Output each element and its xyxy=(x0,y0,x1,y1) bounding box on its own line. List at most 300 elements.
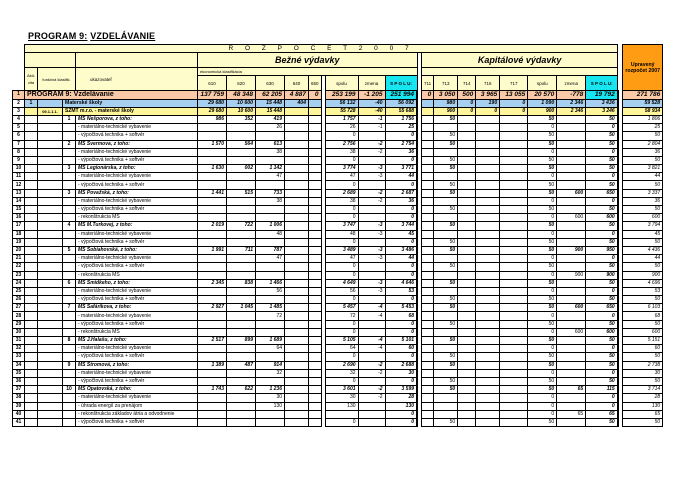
bezne-value: 1 570 xyxy=(198,140,227,148)
aktivita-cell xyxy=(25,304,38,312)
kapitalove-value: 0 xyxy=(422,91,434,99)
table-row xyxy=(13,377,663,385)
row-number: 16 xyxy=(13,214,25,222)
bezne-value: 722 xyxy=(227,222,256,230)
bezne-spolu-total: 36 xyxy=(385,148,417,156)
bezne-spolu-total: 0 xyxy=(385,328,417,336)
bezne-value xyxy=(198,238,227,246)
kapitalove-spolu-total: 50 xyxy=(586,238,618,246)
upraveny-value: 50 xyxy=(623,132,663,140)
kapitalove-zmena: 65 xyxy=(557,410,586,418)
bezne-value xyxy=(309,206,322,214)
bezne-vydavky-header: Bežné výdavky xyxy=(198,53,418,68)
bezne-zmena xyxy=(358,328,385,336)
bezne-spolu-total: 0 xyxy=(385,181,417,189)
kapitalove-value xyxy=(434,312,458,320)
kapitalove-value: 0 xyxy=(528,230,557,238)
kapitalove-zmena xyxy=(557,165,586,173)
kapitalove-value xyxy=(476,165,500,173)
bezne-spolu-total: 251 994 xyxy=(385,91,417,99)
item-number xyxy=(63,402,76,410)
table-row xyxy=(13,255,663,263)
upraveny-value: 4 696 xyxy=(623,279,663,287)
upraveny-header: Upravený rozpočet 2007 xyxy=(623,45,663,91)
kapitalove-col-header: 714 xyxy=(458,76,476,91)
upraveny-value: 4 436 xyxy=(623,246,663,254)
bezne-value xyxy=(227,345,256,353)
kapitalove-value xyxy=(422,296,434,304)
kapitalove-value xyxy=(476,353,500,361)
bezne-value: 1 991 xyxy=(198,246,227,254)
row-number: 4 xyxy=(13,115,25,123)
bezne-spolu: 0 xyxy=(325,132,358,140)
kapitalove-value xyxy=(500,320,528,328)
ekonomicka-klasifikacia: ekonomická klasifikácia xyxy=(198,68,418,76)
bezne-value: 986 xyxy=(198,115,227,123)
bezne-value: 1 743 xyxy=(198,386,227,394)
kapitalove-zmena xyxy=(557,353,586,361)
kapitalove-value xyxy=(500,304,528,312)
bezne-value: 404 xyxy=(285,99,309,107)
kapitalove-zmena: 600 xyxy=(557,214,586,222)
upraveny-value: 36 xyxy=(623,197,663,205)
kapitalove-value xyxy=(422,140,434,148)
upraveny-value: 50 xyxy=(623,320,663,328)
table-row xyxy=(13,206,663,214)
kapitalove-value xyxy=(422,132,434,140)
item-number xyxy=(63,418,76,426)
bezne-value xyxy=(198,230,227,238)
kapitalove-value: 0 xyxy=(528,345,557,353)
bezne-value xyxy=(309,394,322,402)
bezne-spolu-total: 0 xyxy=(385,296,417,304)
upraveny-value: 600 xyxy=(623,214,663,222)
kapitalove-value xyxy=(434,394,458,402)
bezne-zmena: -4 xyxy=(358,337,385,345)
kapitalove-value xyxy=(476,263,500,271)
upraveny-value: 50 xyxy=(623,353,663,361)
kapitalove-value xyxy=(476,386,500,394)
bezne-spolu: 56 132 xyxy=(325,99,358,107)
kapitalove-zmena xyxy=(557,361,586,369)
kapitalove-value xyxy=(476,214,500,222)
kapitalove-value xyxy=(422,345,434,353)
bezne-value xyxy=(256,214,285,222)
aktivita-cell xyxy=(25,279,38,287)
row-label: - rekonštrukcia MŠ xyxy=(76,214,198,222)
kapitalove-col-header: spolu xyxy=(528,76,557,91)
bezne-zmena: -2 xyxy=(358,189,385,197)
bezne-value: 419 xyxy=(256,115,285,123)
bezne-spolu: 253 199 xyxy=(325,91,358,99)
bezne-spolu-header: S P O L U: xyxy=(385,76,417,91)
kapitalove-spolu-total: 0 xyxy=(586,148,618,156)
bezne-value xyxy=(309,99,322,107)
kapitalove-spolu-total: 0 xyxy=(586,197,618,205)
item-number xyxy=(63,238,76,246)
bezne-zmena xyxy=(358,156,385,164)
kapitalove-spolu-total: 600 xyxy=(586,214,618,222)
kapitalove-value: 50 xyxy=(434,222,458,230)
kapitalove-value xyxy=(458,402,476,410)
kapitalove-value xyxy=(500,255,528,263)
aktivita-cell xyxy=(25,402,38,410)
kapitalove-value xyxy=(500,165,528,173)
bezne-value xyxy=(256,132,285,140)
kapitalove-value: 0 xyxy=(528,410,557,418)
kapitalove-value xyxy=(476,304,500,312)
kapitalove-value: 50 xyxy=(434,337,458,345)
bezne-spolu: 48 xyxy=(325,230,358,238)
row-label: MŠ Šmidkeho, z toho: xyxy=(76,279,198,287)
bezne-value xyxy=(285,287,309,295)
kapitalove-value xyxy=(458,361,476,369)
funkcna-cell xyxy=(38,386,63,394)
aktivita-cell xyxy=(25,345,38,353)
item-number: 7 xyxy=(63,304,76,312)
item-number: 6 xyxy=(63,279,76,287)
kapitalove-value xyxy=(458,165,476,173)
kapitalove-value xyxy=(422,181,434,189)
kapitalove-value: 50 xyxy=(528,377,557,385)
kapitalove-zmena xyxy=(557,377,586,385)
bezne-zmena: -40 xyxy=(358,107,385,115)
bezne-spolu-total: 0 xyxy=(385,156,417,164)
aktivita-cell xyxy=(25,320,38,328)
funkcna-cell xyxy=(38,115,63,123)
upraveny-value: 271 786 xyxy=(623,91,663,99)
kapitalove-col-header: 717 xyxy=(500,76,528,91)
row-number: 3 xyxy=(13,107,25,115)
kapitalove-spolu-total: 115 xyxy=(586,386,618,394)
kapitalove-value xyxy=(458,189,476,197)
bezne-spolu: 55 728 xyxy=(325,107,358,115)
bezne-spolu-total: 3 486 xyxy=(385,246,417,254)
upraveny-value: 2 804 xyxy=(623,140,663,148)
kapitalove-value xyxy=(422,156,434,164)
row-number: 8 xyxy=(13,148,25,156)
row-number: 11 xyxy=(13,173,25,181)
kapitalove-spolu-total: 3 436 xyxy=(586,99,618,107)
funkcna-cell xyxy=(38,148,63,156)
kapitalove-value xyxy=(458,238,476,246)
kapitalove-spolu-total: 650 xyxy=(586,189,618,197)
aktivita-cell xyxy=(25,189,38,197)
kapitalove-zmena: 2 346 xyxy=(557,107,586,115)
row-number: 15 xyxy=(13,206,25,214)
bezne-value: 137 759 xyxy=(198,91,227,99)
row-label: MŠ Považská, z toho: xyxy=(76,189,198,197)
bezne-value xyxy=(309,353,322,361)
aktivita-cell xyxy=(25,115,38,123)
bezne-spolu: 0 xyxy=(325,418,358,426)
kapitalove-value xyxy=(500,140,528,148)
kapitalove-value xyxy=(434,369,458,377)
kapitalove-value: 50 xyxy=(434,320,458,328)
kapitalove-value xyxy=(422,115,434,123)
kapitalove-value xyxy=(476,361,500,369)
kapitalove-value xyxy=(458,304,476,312)
upraveny-value: 53 xyxy=(623,287,663,295)
kapitalove-value xyxy=(500,369,528,377)
bezne-spolu: 0 xyxy=(325,263,358,271)
funkcna-cell xyxy=(38,337,63,345)
kapitalove-value xyxy=(458,197,476,205)
kapitalove-value: 0 xyxy=(528,394,557,402)
kapitalove-spolu-total: 50 xyxy=(586,377,618,385)
funkcna-cell xyxy=(38,255,63,263)
kapitalove-value xyxy=(422,246,434,254)
bezne-spolu: 1 757 xyxy=(325,115,358,123)
row-number: 5 xyxy=(13,124,25,132)
kapitalove-value xyxy=(434,345,458,353)
kapitalove-zmena xyxy=(557,181,586,189)
row-label: - výpočtová technika + softvér xyxy=(76,353,198,361)
bezne-value xyxy=(227,320,256,328)
aktivita-cell xyxy=(25,230,38,238)
table-row xyxy=(13,304,663,312)
bezne-value xyxy=(309,402,322,410)
bezne-zmena: -3 xyxy=(358,255,385,263)
kapitalove-value xyxy=(458,410,476,418)
bezne-value xyxy=(285,189,309,197)
kapitalove-value: 900 xyxy=(528,107,557,115)
kapitalove-value: 13 055 xyxy=(500,91,528,99)
aktivita-cell xyxy=(25,132,38,140)
row-number: 19 xyxy=(13,238,25,246)
kapitalove-value xyxy=(476,181,500,189)
kapitalove-zmena xyxy=(557,394,586,402)
row-number: 30 xyxy=(13,328,25,336)
row-label: - rekonštrukcia základov átria a odvodnenie xyxy=(76,410,198,418)
kapitalove-value: 50 xyxy=(434,263,458,271)
kapitalove-value xyxy=(500,189,528,197)
kapitalove-spolu-total: 50 xyxy=(586,320,618,328)
kapitalove-value xyxy=(500,279,528,287)
bezne-value: 10 600 xyxy=(227,107,256,115)
kapitalove-value xyxy=(476,255,500,263)
kapitalove-value xyxy=(500,410,528,418)
header-row-sections xyxy=(13,53,663,68)
row-number: 22 xyxy=(13,263,25,271)
kapitalove-spolu-total: 0 xyxy=(586,312,618,320)
bezne-value: 38 xyxy=(256,148,285,156)
upraveny-value: 600 xyxy=(623,328,663,336)
kapitalove-spolu-total: 0 xyxy=(586,173,618,181)
table-row xyxy=(13,353,663,361)
bezne-zmena: -4 xyxy=(358,312,385,320)
upraveny-value: 44 xyxy=(623,255,663,263)
kapitalove-value xyxy=(476,173,500,181)
kapitalove-value: 50 xyxy=(528,279,557,287)
bezne-spolu: 64 xyxy=(325,345,358,353)
kapitalove-value xyxy=(500,181,528,189)
bezne-value xyxy=(309,287,322,295)
kapitalove-spolu-total: 50 xyxy=(586,140,618,148)
kapitalove-value xyxy=(422,328,434,336)
row-label: MŠ Sobiahovská, z toho: xyxy=(76,246,198,254)
kapitalove-value xyxy=(458,263,476,271)
funkcna-cell xyxy=(38,369,63,377)
kapitalove-vydavky-header: Kapitálové výdavky xyxy=(422,53,618,68)
row-number: 36 xyxy=(13,377,25,385)
bezne-value xyxy=(198,353,227,361)
bezne-spolu: 38 xyxy=(325,197,358,205)
program-name: VZDELÁVANIE xyxy=(90,31,156,41)
kapitalove-value: 50 xyxy=(528,386,557,394)
table-row xyxy=(13,287,663,295)
bezne-spolu: 3 489 xyxy=(325,246,358,254)
aktivita-cell xyxy=(25,337,38,345)
bezne-value xyxy=(227,148,256,156)
kapitalove-value: 20 570 xyxy=(528,91,557,99)
bezne-value xyxy=(309,222,322,230)
bezne-value: 72 xyxy=(256,312,285,320)
item-number xyxy=(63,271,76,279)
kapitalove-value xyxy=(458,206,476,214)
bezne-col-header: 630 xyxy=(256,76,285,91)
upraveny-value: 900 xyxy=(623,271,663,279)
funkcna-cell xyxy=(38,165,63,173)
bezne-value xyxy=(285,214,309,222)
kapitalove-value xyxy=(500,287,528,295)
kapitalove-value xyxy=(422,206,434,214)
kapitalove-value xyxy=(458,394,476,402)
bezne-col-header: zmena xyxy=(358,76,385,91)
row-number: 13 xyxy=(13,189,25,197)
kapitalove-value: 980 xyxy=(434,99,458,107)
table-row xyxy=(13,386,663,394)
table-row xyxy=(13,271,663,279)
bezne-zmena: -2 xyxy=(358,140,385,148)
bezne-value xyxy=(227,377,256,385)
aktivita-cell xyxy=(25,246,38,254)
bezne-spolu: 47 xyxy=(325,255,358,263)
funkcna-cell xyxy=(38,263,63,271)
bezne-zmena xyxy=(358,320,385,328)
bezne-value xyxy=(285,418,309,426)
kapitalove-value xyxy=(422,337,434,345)
kapitalove-value: 1 090 xyxy=(528,99,557,107)
upraveny-value: 2 738 xyxy=(623,361,663,369)
table-row xyxy=(13,197,663,205)
upraveny-value: 6 103 xyxy=(623,304,663,312)
row-number: 1 xyxy=(13,91,25,99)
bezne-spolu: 2 756 xyxy=(325,140,358,148)
kapitalove-value xyxy=(422,189,434,197)
aktivita-cell xyxy=(25,263,38,271)
bezne-spolu: 56 xyxy=(325,287,358,295)
kapitalove-value xyxy=(476,410,500,418)
kapitalove-value xyxy=(434,124,458,132)
kapitalove-value xyxy=(476,115,500,123)
kapitalove-value: 0 xyxy=(528,369,557,377)
bezne-value: 1 006 xyxy=(256,222,285,230)
upraveny-value: 3 714 xyxy=(623,386,663,394)
kapitalove-col-header: 713 xyxy=(434,76,458,91)
kapitalove-value xyxy=(422,353,434,361)
kapitalove-value xyxy=(476,140,500,148)
bezne-value xyxy=(309,197,322,205)
bezne-value xyxy=(198,377,227,385)
bezne-spolu-total: 2 754 xyxy=(385,140,417,148)
bezne-spolu: 0 xyxy=(325,271,358,279)
table-row xyxy=(13,214,663,222)
kapitalove-spolu-total: 50 xyxy=(586,181,618,189)
kapitalove-value xyxy=(500,386,528,394)
kapitalove-zmena xyxy=(557,230,586,238)
kapitalove-value xyxy=(500,246,528,254)
table-row xyxy=(13,181,663,189)
bezne-value xyxy=(198,418,227,426)
upraveny-value: 50 xyxy=(623,418,663,426)
upraveny-value: 50 xyxy=(623,296,663,304)
item-number xyxy=(63,328,76,336)
kapitalove-zmena xyxy=(557,197,586,205)
bezne-spolu-total: 45 xyxy=(385,230,417,238)
table-row xyxy=(13,189,663,197)
table-row xyxy=(13,230,663,238)
bezne-value xyxy=(285,107,309,115)
bezne-value xyxy=(198,263,227,271)
kapitalove-col-header: 716 xyxy=(476,76,500,91)
kapitalove-value: 0 xyxy=(458,107,476,115)
kapitalove-spolu-total: 50 xyxy=(586,361,618,369)
item-number: 5 xyxy=(63,246,76,254)
kapitalove-zmena xyxy=(557,115,586,123)
bezne-value xyxy=(309,328,322,336)
row-number: 18 xyxy=(13,230,25,238)
table-row xyxy=(13,312,663,320)
table-row xyxy=(13,91,663,99)
funkcna-cell xyxy=(38,377,63,385)
bezne-value xyxy=(227,287,256,295)
bezne-spolu-total: 44 xyxy=(385,173,417,181)
row-number: 24 xyxy=(13,279,25,287)
kapitalove-value: 50 xyxy=(528,222,557,230)
kapitalove-spolu-total: 50 xyxy=(586,353,618,361)
kapitalove-zmena: -778 xyxy=(557,91,586,99)
table-row xyxy=(13,361,663,369)
kapitalove-value: 0 xyxy=(458,99,476,107)
kapitalove-value xyxy=(458,320,476,328)
bezne-zmena: -2 xyxy=(358,148,385,156)
table-row xyxy=(13,418,663,426)
kapitalove-value: 50 xyxy=(434,189,458,197)
item-number: 2 xyxy=(63,140,76,148)
upraveny-value: 68 xyxy=(623,312,663,320)
kapitalove-value xyxy=(458,115,476,123)
upraveny-value: 3 794 xyxy=(623,222,663,230)
kapitalove-value xyxy=(500,361,528,369)
bezne-spolu: 26 xyxy=(325,124,358,132)
aktivita-cell xyxy=(25,255,38,263)
kapitalove-spolu-header: S P O L U: xyxy=(586,76,618,91)
bezne-value: 48 xyxy=(256,230,285,238)
bezne-spolu: 0 xyxy=(325,328,358,336)
kapitalove-value xyxy=(476,124,500,132)
kapitalove-zmena xyxy=(557,173,586,181)
bezne-spolu-total: 0 xyxy=(385,320,417,328)
bezne-value xyxy=(309,173,322,181)
upraveny-value: 50 xyxy=(623,181,663,189)
bezne-value xyxy=(285,279,309,287)
kapitalove-spolu-total: 50 xyxy=(586,115,618,123)
kapitalove-value xyxy=(500,296,528,304)
item-number xyxy=(63,394,76,402)
kapitalove-value: 500 xyxy=(458,91,476,99)
kapitalove-value xyxy=(500,214,528,222)
